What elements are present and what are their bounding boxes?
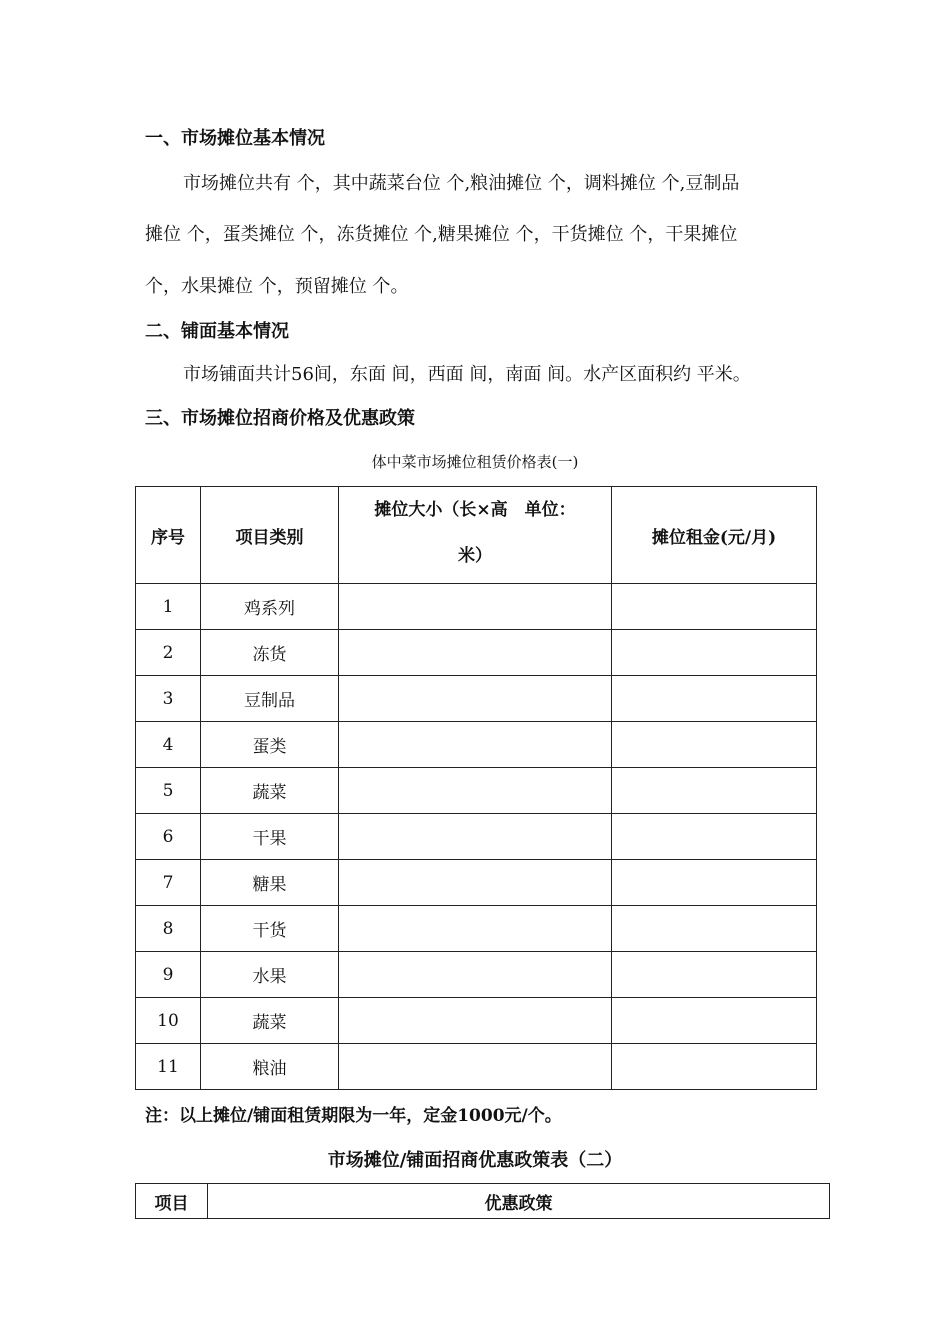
cell-size <box>339 584 612 630</box>
cell-rent <box>612 630 817 676</box>
cell-rent <box>612 952 817 998</box>
cell-no: 1 <box>136 584 201 630</box>
cell-rent <box>612 1044 817 1090</box>
table-row <box>136 768 817 814</box>
cell-size <box>339 630 612 676</box>
section-1-line-1: 市场摊位共有 个，其中蔬菜台位 个,粮油摊位 个，调料摊位 个,豆制品 <box>183 173 740 194</box>
table-row <box>136 814 817 860</box>
table-row <box>136 676 817 722</box>
cell-size <box>339 1044 612 1090</box>
cell-size <box>339 814 612 860</box>
cell-no: 3 <box>136 676 201 722</box>
cell-no: 2 <box>136 630 201 676</box>
cell-category: 干果 <box>201 814 339 860</box>
cell-size <box>339 860 612 906</box>
cell-no: 8 <box>136 906 201 952</box>
cell-rent <box>612 998 817 1044</box>
cell-no: 11 <box>136 1044 201 1090</box>
cell-size <box>339 952 612 998</box>
cell-rent <box>612 860 817 906</box>
cell-category: 水果 <box>201 952 339 998</box>
table-row <box>136 860 817 906</box>
header-rent: 摊位租金(元/月) <box>612 487 817 584</box>
price-table-header-row <box>136 487 817 584</box>
table-row <box>136 998 817 1044</box>
section-1-line-2: 摊位 个，蛋类摊位 个，冻货摊位 个,糖果摊位 个，干货摊位 个，干果摊位 <box>145 224 738 245</box>
cell-category: 蛋类 <box>201 722 339 768</box>
cell-rent <box>612 768 817 814</box>
table-row <box>136 630 817 676</box>
cell-category: 蔬菜 <box>201 768 339 814</box>
cell-category: 干货 <box>201 906 339 952</box>
table-row <box>136 1044 817 1090</box>
header-policy: 优惠政策 <box>208 1184 830 1219</box>
policy-table <box>135 1183 830 1219</box>
cell-no: 6 <box>136 814 201 860</box>
section-3-title: 三、市场摊位招商价格及优惠政策 <box>145 408 415 429</box>
header-size-line-1: 摊位大小（长×高 单位： <box>374 500 576 520</box>
cell-no: 10 <box>136 998 201 1044</box>
header-item: 项目 <box>136 1184 208 1219</box>
price-table <box>135 486 817 1090</box>
table-row <box>136 722 817 768</box>
cell-category: 鸡系列 <box>201 584 339 630</box>
section-2-line: 市场铺面共计56间，东面 间，西面 间，南面 间。水产区面积约 平米。 <box>183 364 751 385</box>
cell-no: 9 <box>136 952 201 998</box>
section-2-title: 二、铺面基本情况 <box>145 321 289 342</box>
table-2-title: 市场摊位/铺面招商优惠政策表（二） <box>327 1150 623 1171</box>
cell-size <box>339 906 612 952</box>
table-row <box>136 584 817 630</box>
header-size-line-2: 米） <box>458 546 492 566</box>
cell-size <box>339 722 612 768</box>
cell-category: 糖果 <box>201 860 339 906</box>
cell-rent <box>612 722 817 768</box>
cell-rent <box>612 814 817 860</box>
cell-size <box>339 676 612 722</box>
section-1-line-3: 个，水果摊位 个，预留摊位 个。 <box>145 276 409 297</box>
section-1-title: 一、市场摊位基本情况 <box>145 128 325 149</box>
cell-category: 冻货 <box>201 630 339 676</box>
cell-no: 4 <box>136 722 201 768</box>
cell-no: 7 <box>136 860 201 906</box>
cell-size <box>339 768 612 814</box>
cell-rent <box>612 676 817 722</box>
table-row <box>136 952 817 998</box>
header-size <box>339 487 612 584</box>
header-category: 项目类别 <box>201 487 339 584</box>
cell-category: 豆制品 <box>201 676 339 722</box>
cell-category: 蔬菜 <box>201 998 339 1044</box>
lease-note: 注：以上摊位/铺面租赁期限为一年，定金1000元/个。 <box>145 1106 562 1126</box>
table-1-caption: 体中菜市场摊位租赁价格表(一) <box>371 453 579 471</box>
policy-table-header-row <box>136 1184 830 1219</box>
header-no: 序号 <box>136 487 201 584</box>
cell-size <box>339 998 612 1044</box>
cell-category: 粮油 <box>201 1044 339 1090</box>
table-row <box>136 906 817 952</box>
cell-rent <box>612 584 817 630</box>
cell-no: 5 <box>136 768 201 814</box>
cell-rent <box>612 906 817 952</box>
